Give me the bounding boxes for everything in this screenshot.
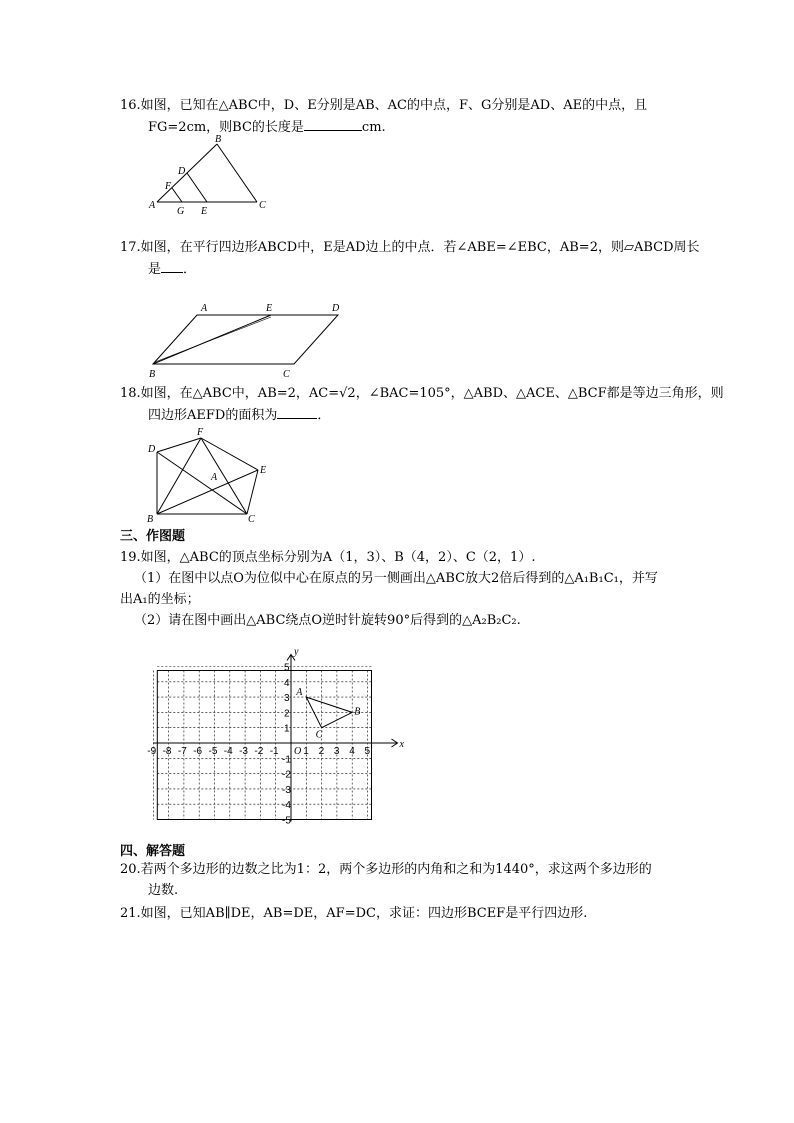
q17-segment-be — [153, 315, 271, 364]
q17-line2a: 是 — [148, 262, 162, 277]
q16-segment-fg — [172, 188, 182, 202]
q18-label-e: E — [260, 465, 267, 476]
q18-label-a: A — [211, 472, 218, 483]
q18-line2 — [148, 406, 330, 425]
y-tick-label: -1 — [282, 754, 291, 766]
q16-segment-de — [187, 173, 207, 202]
q18-label-b: B — [147, 514, 154, 525]
y-tick-label: 4 — [284, 677, 290, 689]
x-tick-label: -9 — [147, 746, 157, 757]
y-tick-label: 2 — [284, 708, 290, 720]
x-tick-label: -7 — [177, 746, 187, 757]
q16-answer-blank — [304, 118, 362, 131]
y-tick-label: 3 — [284, 693, 290, 705]
q18-segment-ec — [247, 470, 258, 514]
q17-label-d: D — [332, 303, 340, 314]
q18-segment-fe — [201, 438, 258, 470]
q18-segment-dc — [157, 452, 247, 514]
q16-line2b: cm. — [361, 120, 386, 135]
q20-line2: 边数. — [148, 883, 179, 898]
q17-label-e: E — [266, 303, 273, 314]
q21-line1: 21.如图，已知AB∥DE，AB=DE，AF=DC，求证：四边形BCEF是平行四边形. — [120, 906, 588, 921]
q19-line3: 出A₁的坐标； — [120, 592, 200, 607]
q17-label-b: B — [149, 369, 156, 380]
section-title-drawing: 三、作图题 — [120, 529, 186, 544]
q18-line2a: 四边形AEFD的面积为 — [148, 408, 278, 423]
q17-line1: 17.如图，在平行四边形ABCD中，E是AD边上的中点．若∠ABE=∠EBC，AB=2，则▱ABCD周长 — [120, 240, 700, 255]
q18-label-d: D — [148, 444, 156, 455]
axis-label-y: y — [294, 646, 299, 658]
x-tick-label: 2 — [318, 746, 325, 757]
x-tick-label: 1 — [303, 746, 309, 757]
y-tick-label: -4 — [282, 800, 291, 812]
q16-label-g: G — [177, 206, 185, 217]
q16-segment-bc — [217, 144, 257, 202]
q18-line2b: ． — [317, 408, 331, 423]
q16-label-c: C — [259, 200, 266, 211]
x-tick-label: -8 — [162, 746, 172, 757]
q18-line1: 18.如图，在△ABC中，AB=2，AC=√2，∠BAC=105°，△ABD、△ACE、△BCF都是等边三角形，则 — [120, 386, 724, 401]
x-tick-label: -1 — [269, 746, 279, 757]
q19-label-a: A — [296, 687, 303, 699]
q16-figure — [145, 134, 275, 218]
q17-figure — [145, 298, 355, 378]
y-tick-label: -3 — [282, 784, 291, 796]
x-tick-label: -5 — [208, 746, 218, 757]
x-tick-label: -3 — [239, 746, 249, 757]
q20-line1: 20.若两个多边形的边数之比为1：2，两个多边形的内角和之和为1440°，求这两个多边形的 — [120, 862, 652, 877]
q16-label-f: F — [165, 181, 172, 192]
section-title-solution: 四、解答题 — [120, 844, 186, 859]
q16-label-b: B — [215, 134, 222, 145]
q16-label-a: A — [149, 200, 156, 211]
q19-label-c: C — [315, 729, 323, 741]
q18-segment-fc — [201, 438, 247, 514]
y-tick-label: 5 — [284, 662, 290, 674]
q16-line1: 16.如图，已知在△ABC中，D、E分别是AB、AC的中点，F、G分别是AD、AE的中点，且 — [120, 98, 648, 113]
q19-line2: （1）在图中以点O为位似中心在原点的另一侧画出△ABC放大2倍后得到的△A₁B₁C₁，并写 — [134, 571, 658, 586]
q19-line1: 19.如图，△ABC的顶点坐标分别为A（1，3）、B（4，2）、C（2，1）. — [120, 550, 536, 565]
y-tick-label: -5 — [282, 815, 291, 827]
y-tick-label: 1 — [284, 723, 290, 735]
q17-line2 — [148, 260, 196, 279]
q17-segment-be-inner — [155, 317, 271, 362]
x-tick-label: 5 — [364, 746, 371, 757]
x-tick-label: -2 — [254, 746, 264, 757]
q17-label-c: C — [283, 369, 290, 380]
origin-label: O — [294, 746, 302, 757]
q16-label-d: D — [178, 166, 186, 177]
q18-figure — [143, 425, 283, 525]
q19-label-b: B — [354, 706, 361, 718]
q18-label-c: C — [248, 514, 255, 525]
x-tick-label: 3 — [333, 746, 340, 757]
x-tick-label: -6 — [193, 746, 203, 757]
q17-parallelogram — [153, 315, 338, 364]
x-tick-label: -4 — [223, 746, 233, 757]
q17-line2b: ． — [183, 262, 197, 277]
grid-border — [157, 671, 371, 820]
q16-line2a: FG=2cm，则BC的长度是 — [148, 120, 304, 135]
q17-answer-blank — [161, 260, 183, 273]
q19-coordinate-grid — [140, 636, 404, 836]
q18-label-f: F — [197, 427, 204, 438]
q16-label-e: E — [201, 206, 208, 217]
q16-line2 — [148, 118, 386, 137]
y-tick-label: -2 — [282, 769, 291, 781]
q19-line4: （2）请在图中画出△ABC绕点O逆时针旋转90°后得到的△A₂B₂C₂. — [134, 613, 521, 628]
q17-label-a: A — [201, 303, 208, 314]
q18-answer-blank — [277, 406, 317, 419]
x-tick-label: 4 — [349, 746, 355, 757]
axis-label-x: x — [399, 739, 404, 750]
